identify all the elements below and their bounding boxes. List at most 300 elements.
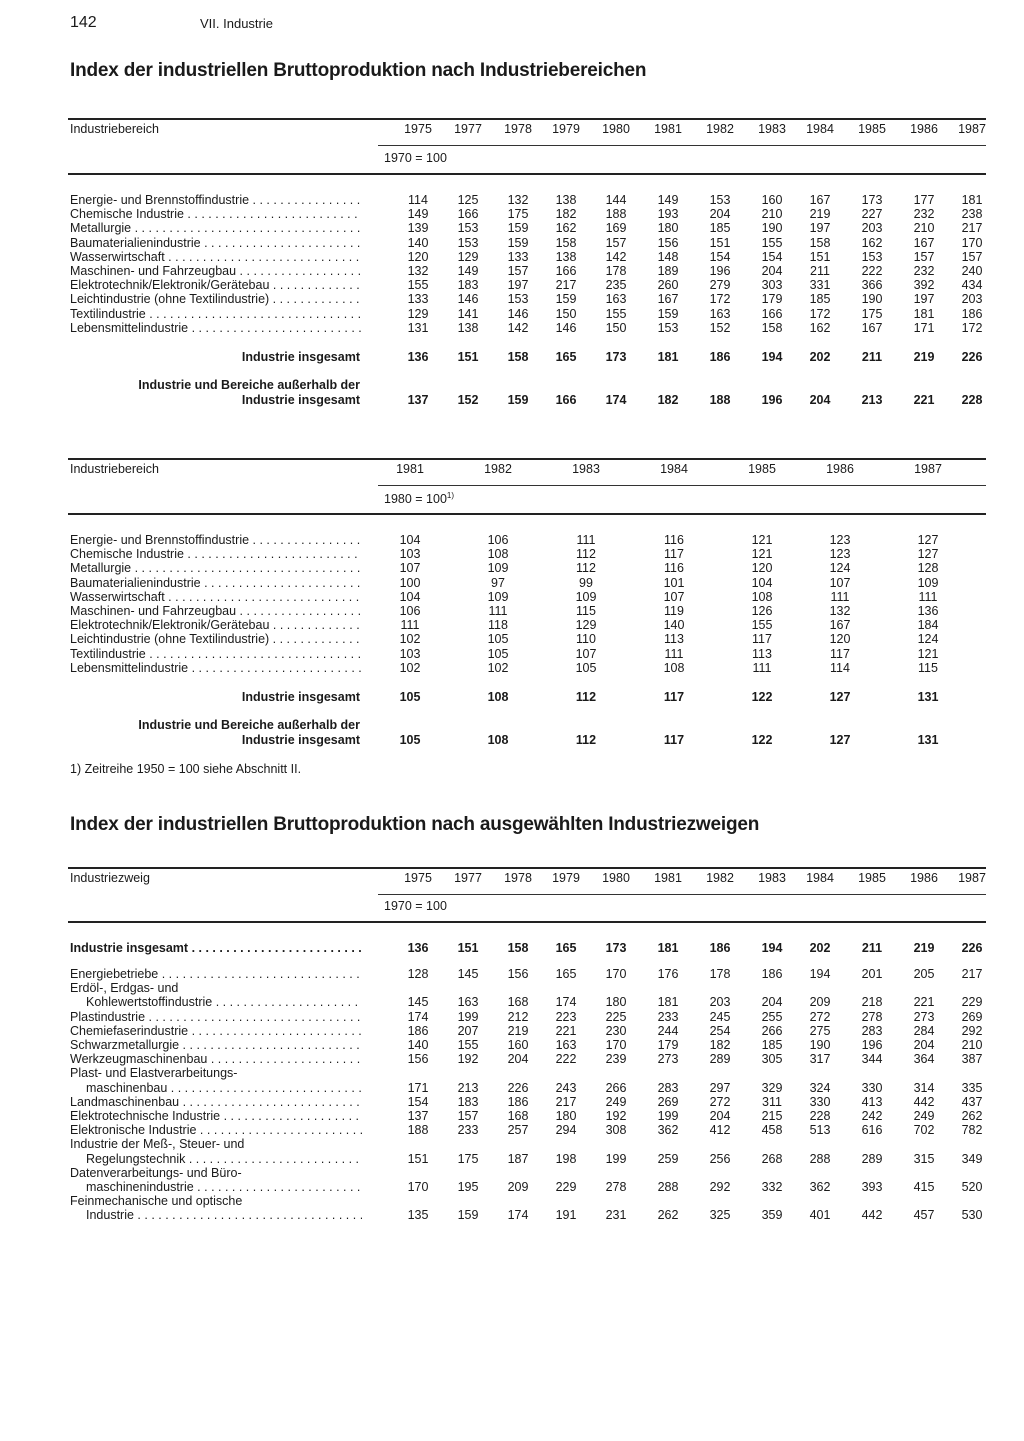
value-cell: 112 bbox=[576, 547, 596, 562]
value-cell: 116 bbox=[664, 533, 684, 547]
value-cell: 158 bbox=[507, 349, 529, 364]
value-cell: 117 bbox=[752, 632, 772, 647]
value-cell: 125 bbox=[457, 193, 479, 207]
value-cell: 181 bbox=[657, 941, 679, 955]
value-cell: 171 bbox=[407, 1080, 429, 1095]
value-cell: 158 bbox=[555, 235, 577, 250]
value-cell: 167 bbox=[809, 193, 831, 207]
footnote: 1) Zeitreihe 1950 = 100 siehe Abschnitt II. bbox=[70, 762, 302, 776]
value-cell: 103 bbox=[399, 646, 421, 661]
value-cell: 413 bbox=[861, 1094, 883, 1109]
year-header: 1982 bbox=[706, 122, 734, 136]
value-cell: 151 bbox=[407, 1151, 429, 1166]
year-header: 1985 bbox=[858, 871, 886, 885]
value-cell: 185 bbox=[761, 1038, 783, 1052]
value-cell: 194 bbox=[761, 349, 783, 364]
value-cell: 109 bbox=[917, 575, 939, 590]
row-label: Elektrotechnik/Elektronik/Gerätebau . . . bbox=[70, 278, 362, 292]
value-cell: 366 bbox=[861, 278, 883, 293]
value-cell: 136 bbox=[917, 604, 939, 618]
value-cell: 109 bbox=[487, 589, 509, 604]
value-cell: 149 bbox=[407, 207, 429, 222]
value-cell: 170 bbox=[407, 1180, 429, 1194]
value-cell: 157 bbox=[605, 235, 627, 250]
value-cell: 167 bbox=[829, 618, 851, 633]
value-cell: 434 bbox=[961, 278, 983, 293]
value-cell: 165 bbox=[555, 967, 577, 981]
value-cell: 106 bbox=[487, 533, 509, 547]
base-year-text: 1980 = 100 bbox=[384, 492, 447, 507]
value-cell: 362 bbox=[657, 1123, 679, 1138]
value-cell: 178 bbox=[605, 264, 627, 278]
value-cell: 111 bbox=[830, 589, 850, 604]
value-cell: 335 bbox=[961, 1080, 983, 1095]
value-cell: 163 bbox=[709, 306, 731, 321]
value-cell: 152 bbox=[709, 320, 731, 335]
value-cell: 145 bbox=[407, 995, 429, 1010]
value-cell: 172 bbox=[809, 306, 831, 321]
value-cell: 254 bbox=[709, 1023, 731, 1038]
value-cell: 170 bbox=[605, 967, 627, 981]
column-header: Industriebereich bbox=[70, 462, 159, 476]
value-cell: 104 bbox=[399, 589, 421, 604]
value-cell: 233 bbox=[657, 1009, 679, 1024]
value-cell: 105 bbox=[399, 732, 421, 747]
row-label: Maschinen- und Fahrzeugbau . . . bbox=[70, 264, 362, 278]
row-label: Leichtindustrie (ohne Textilindustrie) . . . bbox=[70, 632, 362, 646]
row-label: Baumaterialienindustrie . . . bbox=[70, 576, 362, 590]
value-cell: 324 bbox=[809, 1080, 831, 1095]
value-cell: 283 bbox=[657, 1080, 679, 1095]
value-cell: 136 bbox=[407, 349, 429, 364]
value-cell: 183 bbox=[457, 278, 479, 293]
value-cell: 213 bbox=[457, 1080, 479, 1095]
year-header: 1984 bbox=[806, 871, 834, 885]
value-cell: 107 bbox=[575, 646, 597, 661]
row-label: Erdöl-, Erdgas- und bbox=[70, 981, 179, 996]
value-cell: 182 bbox=[709, 1038, 731, 1052]
value-cell: 190 bbox=[809, 1038, 831, 1052]
year-header: 1975 bbox=[404, 871, 432, 885]
value-cell: 186 bbox=[407, 1023, 429, 1038]
value-cell: 442 bbox=[913, 1094, 935, 1109]
value-cell: 169 bbox=[605, 221, 627, 236]
total-label-line1: Industrie und Bereiche außerhalb der bbox=[138, 377, 360, 392]
value-cell: 702 bbox=[913, 1123, 935, 1138]
row-label: Schwarzmetallurgie . . . bbox=[70, 1038, 362, 1052]
value-cell: 179 bbox=[761, 292, 783, 307]
base-year-note: 1970 = 100 bbox=[384, 899, 447, 913]
value-cell: 136 bbox=[407, 941, 429, 955]
value-cell: 221 bbox=[913, 392, 935, 407]
year-header: 1985 bbox=[858, 122, 886, 136]
page-number: 142 bbox=[70, 14, 97, 31]
value-cell: 121 bbox=[751, 533, 773, 547]
value-cell: 144 bbox=[605, 193, 627, 207]
year-header: 1983 bbox=[758, 122, 786, 136]
value-cell: 158 bbox=[761, 320, 783, 335]
value-cell: 117 bbox=[663, 732, 685, 747]
year-header: 1980 bbox=[602, 871, 630, 885]
row-label: maschinenindustrie . . . bbox=[86, 1180, 362, 1194]
year-header: 1986 bbox=[910, 871, 938, 885]
year-header: 1978 bbox=[504, 122, 532, 136]
value-cell: 457 bbox=[913, 1208, 935, 1223]
value-cell: 269 bbox=[657, 1094, 679, 1109]
year-header: 1982 bbox=[484, 462, 512, 476]
year-header: 1984 bbox=[660, 462, 688, 476]
value-cell: 207 bbox=[457, 1023, 479, 1038]
value-cell: 112 bbox=[575, 732, 597, 747]
value-cell: 204 bbox=[709, 207, 731, 222]
value-cell: 194 bbox=[761, 941, 783, 955]
value-cell: 111 bbox=[664, 646, 684, 661]
value-cell: 109 bbox=[487, 561, 509, 576]
value-cell: 196 bbox=[709, 264, 731, 278]
value-cell: 392 bbox=[913, 278, 935, 293]
value-cell: 149 bbox=[457, 264, 479, 278]
value-cell: 203 bbox=[861, 221, 883, 236]
value-cell: 249 bbox=[913, 1109, 935, 1123]
value-cell: 117 bbox=[663, 689, 685, 704]
value-cell: 145 bbox=[457, 967, 479, 981]
value-cell: 616 bbox=[861, 1123, 883, 1138]
column-header: Industriezweig bbox=[70, 871, 150, 885]
value-cell: 513 bbox=[809, 1123, 831, 1138]
value-cell: 152 bbox=[457, 392, 479, 407]
value-cell: 226 bbox=[961, 941, 983, 955]
value-cell: 279 bbox=[709, 278, 731, 293]
value-cell: 126 bbox=[751, 604, 773, 618]
value-cell: 317 bbox=[809, 1052, 831, 1067]
value-cell: 192 bbox=[605, 1109, 627, 1123]
value-cell: 159 bbox=[555, 292, 577, 307]
value-cell: 257 bbox=[507, 1123, 529, 1138]
value-cell: 180 bbox=[555, 1109, 577, 1123]
value-cell: 219 bbox=[913, 941, 935, 955]
value-cell: 189 bbox=[657, 264, 679, 278]
row-label: Industrie der Meß-, Steuer- und bbox=[70, 1137, 245, 1152]
value-cell: 272 bbox=[809, 1009, 831, 1024]
value-cell: 173 bbox=[605, 941, 627, 955]
value-cell: 359 bbox=[761, 1208, 783, 1223]
value-cell: 174 bbox=[605, 392, 627, 407]
value-cell: 160 bbox=[507, 1038, 529, 1052]
value-cell: 141 bbox=[457, 306, 479, 321]
value-cell: 105 bbox=[487, 632, 509, 647]
row-label: Lebensmittelindustrie . . . bbox=[70, 321, 362, 335]
value-cell: 217 bbox=[555, 278, 577, 293]
value-cell: 303 bbox=[761, 278, 783, 293]
value-cell: 155 bbox=[605, 306, 627, 321]
year-header: 1986 bbox=[910, 122, 938, 136]
value-cell: 256 bbox=[709, 1151, 731, 1166]
value-cell: 284 bbox=[913, 1023, 935, 1038]
value-cell: 102 bbox=[399, 632, 421, 647]
value-cell: 387 bbox=[961, 1052, 983, 1067]
year-header: 1980 bbox=[602, 122, 630, 136]
value-cell: 135 bbox=[407, 1208, 429, 1223]
row-label: Elektrotechnische Industrie . . . bbox=[70, 1109, 362, 1123]
value-cell: 124 bbox=[917, 632, 939, 647]
value-cell: 168 bbox=[507, 995, 529, 1010]
value-cell: 332 bbox=[761, 1180, 783, 1194]
value-cell: 138 bbox=[457, 320, 479, 335]
value-cell: 103 bbox=[399, 547, 421, 562]
value-cell: 218 bbox=[861, 995, 883, 1010]
value-cell: 190 bbox=[861, 292, 883, 307]
value-cell: 105 bbox=[487, 646, 509, 661]
value-cell: 239 bbox=[605, 1052, 627, 1067]
value-cell: 122 bbox=[751, 689, 773, 704]
value-cell: 210 bbox=[913, 221, 935, 236]
value-cell: 114 bbox=[408, 193, 428, 207]
value-cell: 173 bbox=[861, 193, 883, 207]
value-cell: 199 bbox=[605, 1151, 627, 1166]
row-label: Elektronische Industrie . . . bbox=[70, 1123, 362, 1137]
value-cell: 138 bbox=[555, 249, 577, 264]
row-label: Plastindustrie . . . bbox=[70, 1010, 362, 1024]
value-cell: 782 bbox=[961, 1123, 983, 1138]
value-cell: 199 bbox=[457, 1009, 479, 1024]
value-cell: 187 bbox=[507, 1151, 529, 1166]
value-cell: 129 bbox=[457, 249, 479, 264]
year-header: 1981 bbox=[654, 871, 682, 885]
value-cell: 104 bbox=[399, 533, 421, 547]
value-cell: 412 bbox=[709, 1123, 731, 1138]
value-cell: 191 bbox=[555, 1208, 577, 1223]
value-cell: 219 bbox=[809, 207, 831, 222]
row-label: Chemische Industrie . . . bbox=[70, 547, 362, 561]
value-cell: 153 bbox=[457, 235, 479, 250]
value-cell: 158 bbox=[809, 235, 831, 250]
value-cell: 330 bbox=[809, 1094, 831, 1109]
value-cell: 151 bbox=[809, 249, 831, 264]
value-cell: 137 bbox=[407, 392, 429, 407]
year-header: 1978 bbox=[504, 871, 532, 885]
total-label: Industrie insgesamt bbox=[241, 689, 360, 704]
value-cell: 155 bbox=[761, 235, 783, 250]
value-cell: 163 bbox=[457, 995, 479, 1010]
value-cell: 294 bbox=[555, 1123, 577, 1138]
value-cell: 181 bbox=[657, 349, 679, 364]
value-cell: 153 bbox=[657, 320, 679, 335]
value-cell: 217 bbox=[961, 967, 983, 981]
value-cell: 165 bbox=[555, 941, 577, 955]
year-header: 1982 bbox=[706, 871, 734, 885]
value-cell: 156 bbox=[407, 1052, 429, 1067]
value-cell: 128 bbox=[407, 967, 429, 981]
value-cell: 142 bbox=[507, 320, 529, 335]
value-cell: 166 bbox=[457, 207, 479, 222]
row-label: Plast- und Elastverarbeitungs- bbox=[70, 1066, 238, 1081]
value-cell: 159 bbox=[507, 235, 529, 250]
total-label-line1: Industrie und Bereiche außerhalb der bbox=[138, 717, 360, 732]
total-label: Industrie insgesamt . . . bbox=[70, 941, 362, 955]
page-header bbox=[70, 14, 273, 32]
value-cell: 180 bbox=[605, 995, 627, 1010]
value-cell: 458 bbox=[761, 1123, 783, 1138]
value-cell: 203 bbox=[961, 292, 983, 307]
row-label: Energiebetriebe . . . bbox=[70, 967, 362, 981]
value-cell: 99 bbox=[579, 575, 593, 590]
row-label: Textilindustrie . . . bbox=[70, 307, 362, 321]
value-cell: 181 bbox=[913, 306, 935, 321]
value-cell: 194 bbox=[809, 967, 831, 981]
value-cell: 150 bbox=[605, 320, 627, 335]
value-cell: 278 bbox=[861, 1009, 883, 1024]
value-cell: 146 bbox=[457, 292, 479, 307]
value-cell: 163 bbox=[605, 292, 627, 307]
value-cell: 162 bbox=[861, 235, 883, 250]
row-label: Textilindustrie . . . bbox=[70, 647, 362, 661]
value-cell: 107 bbox=[663, 589, 685, 604]
value-cell: 175 bbox=[507, 207, 529, 222]
row-label: Chemiefaserindustrie . . . bbox=[70, 1024, 362, 1038]
value-cell: 122 bbox=[751, 732, 773, 747]
value-cell: 170 bbox=[961, 235, 983, 250]
value-cell: 157 bbox=[457, 1109, 479, 1123]
row-label: Energie- und Brennstoffindustrie . . . bbox=[70, 533, 362, 547]
row-label: Elektrotechnik/Elektronik/Gerätebau . . . bbox=[70, 618, 362, 632]
row-label: Wasserwirtschaft . . . bbox=[70, 590, 362, 604]
value-cell: 167 bbox=[913, 235, 935, 250]
value-cell: 230 bbox=[605, 1023, 627, 1038]
value-cell: 262 bbox=[657, 1208, 679, 1223]
value-cell: 260 bbox=[657, 278, 679, 293]
value-cell: 176 bbox=[657, 967, 679, 981]
value-cell: 393 bbox=[861, 1180, 883, 1194]
value-cell: 364 bbox=[913, 1052, 935, 1067]
value-cell: 244 bbox=[657, 1023, 679, 1038]
value-cell: 133 bbox=[407, 292, 429, 307]
value-cell: 146 bbox=[555, 320, 577, 335]
value-cell: 108 bbox=[663, 660, 685, 675]
value-cell: 211 bbox=[810, 264, 830, 278]
year-header: 1985 bbox=[748, 462, 776, 476]
year-header: 1977 bbox=[454, 122, 482, 136]
value-cell: 115 bbox=[576, 604, 596, 618]
value-cell: 114 bbox=[830, 660, 850, 675]
total-label-line2: Industrie insgesamt bbox=[241, 732, 360, 747]
value-cell: 97 bbox=[491, 575, 505, 590]
value-cell: 221 bbox=[913, 995, 935, 1010]
row-label: Regelungstechnik . . . bbox=[86, 1152, 362, 1166]
value-cell: 188 bbox=[709, 392, 731, 407]
value-cell: 140 bbox=[407, 1038, 429, 1052]
value-cell: 223 bbox=[555, 1009, 577, 1024]
value-cell: 226 bbox=[961, 349, 983, 364]
value-cell: 308 bbox=[605, 1123, 627, 1138]
value-cell: 182 bbox=[555, 207, 577, 222]
value-cell: 185 bbox=[809, 292, 831, 307]
year-header: 1981 bbox=[396, 462, 424, 476]
value-cell: 204 bbox=[761, 995, 783, 1010]
value-cell: 157 bbox=[913, 249, 935, 264]
row-label: Leichtindustrie (ohne Textilindustrie) . . . bbox=[70, 292, 362, 306]
value-cell: 123 bbox=[829, 533, 851, 547]
row-label: Lebensmittelindustrie . . . bbox=[70, 661, 362, 675]
column-header: Industriebereich bbox=[70, 122, 159, 136]
value-cell: 117 bbox=[830, 646, 850, 661]
value-cell: 167 bbox=[657, 292, 679, 307]
value-cell: 182 bbox=[657, 392, 679, 407]
value-cell: 159 bbox=[457, 1208, 479, 1223]
value-cell: 101 bbox=[663, 575, 685, 590]
value-cell: 181 bbox=[961, 193, 983, 207]
value-cell: 221 bbox=[555, 1023, 577, 1038]
value-cell: 219 bbox=[507, 1023, 529, 1038]
value-cell: 225 bbox=[605, 1009, 627, 1024]
value-cell: 197 bbox=[507, 278, 529, 293]
value-cell: 201 bbox=[861, 967, 883, 981]
value-cell: 232 bbox=[913, 264, 935, 278]
value-cell: 219 bbox=[913, 349, 935, 364]
value-cell: 205 bbox=[913, 967, 935, 981]
value-cell: 222 bbox=[861, 264, 883, 278]
year-header: 1987 bbox=[958, 122, 986, 136]
value-cell: 151 bbox=[457, 349, 479, 364]
value-cell: 180 bbox=[657, 221, 679, 236]
value-cell: 199 bbox=[657, 1109, 679, 1123]
value-cell: 120 bbox=[407, 249, 429, 264]
table-bereiche-1980 bbox=[68, 458, 986, 753]
chapter-title: VII. Industrie bbox=[200, 16, 273, 31]
value-cell: 132 bbox=[407, 264, 429, 278]
value-cell: 209 bbox=[507, 1180, 529, 1194]
row-label: Landmaschinenbau . . . bbox=[70, 1095, 362, 1109]
value-cell: 262 bbox=[961, 1109, 983, 1123]
value-cell: 196 bbox=[761, 392, 783, 407]
value-cell: 120 bbox=[829, 632, 851, 647]
value-cell: 163 bbox=[555, 1038, 577, 1052]
value-cell: 226 bbox=[507, 1080, 529, 1095]
value-cell: 174 bbox=[555, 995, 577, 1010]
value-cell: 175 bbox=[861, 306, 883, 321]
value-cell: 192 bbox=[457, 1052, 479, 1067]
value-cell: 140 bbox=[663, 618, 685, 633]
value-cell: 266 bbox=[761, 1023, 783, 1038]
value-cell: 266 bbox=[605, 1080, 627, 1095]
value-cell: 165 bbox=[555, 349, 577, 364]
value-cell: 160 bbox=[761, 193, 783, 207]
value-cell: 203 bbox=[709, 995, 731, 1010]
value-cell: 292 bbox=[709, 1180, 731, 1194]
value-cell: 111 bbox=[752, 660, 772, 675]
value-cell: 172 bbox=[709, 292, 731, 307]
value-cell: 155 bbox=[457, 1038, 479, 1052]
value-cell: 108 bbox=[487, 547, 509, 562]
row-label: Baumaterialienindustrie . . . bbox=[70, 236, 362, 250]
value-cell: 196 bbox=[861, 1038, 883, 1052]
value-cell: 158 bbox=[507, 941, 529, 955]
value-cell: 111 bbox=[918, 589, 938, 604]
value-cell: 154 bbox=[761, 249, 783, 264]
value-cell: 289 bbox=[861, 1151, 883, 1166]
value-cell: 148 bbox=[657, 249, 679, 264]
value-cell: 184 bbox=[917, 618, 939, 633]
value-cell: 249 bbox=[605, 1094, 627, 1109]
footnote-marker: 1) bbox=[446, 491, 455, 500]
value-cell: 108 bbox=[487, 732, 509, 747]
value-cell: 289 bbox=[709, 1052, 731, 1067]
value-cell: 153 bbox=[709, 193, 731, 207]
value-cell: 197 bbox=[809, 221, 831, 236]
value-cell: 113 bbox=[752, 646, 772, 661]
row-label: Metallurgie . . . bbox=[70, 221, 362, 235]
value-cell: 198 bbox=[555, 1151, 577, 1166]
value-cell: 232 bbox=[913, 207, 935, 222]
